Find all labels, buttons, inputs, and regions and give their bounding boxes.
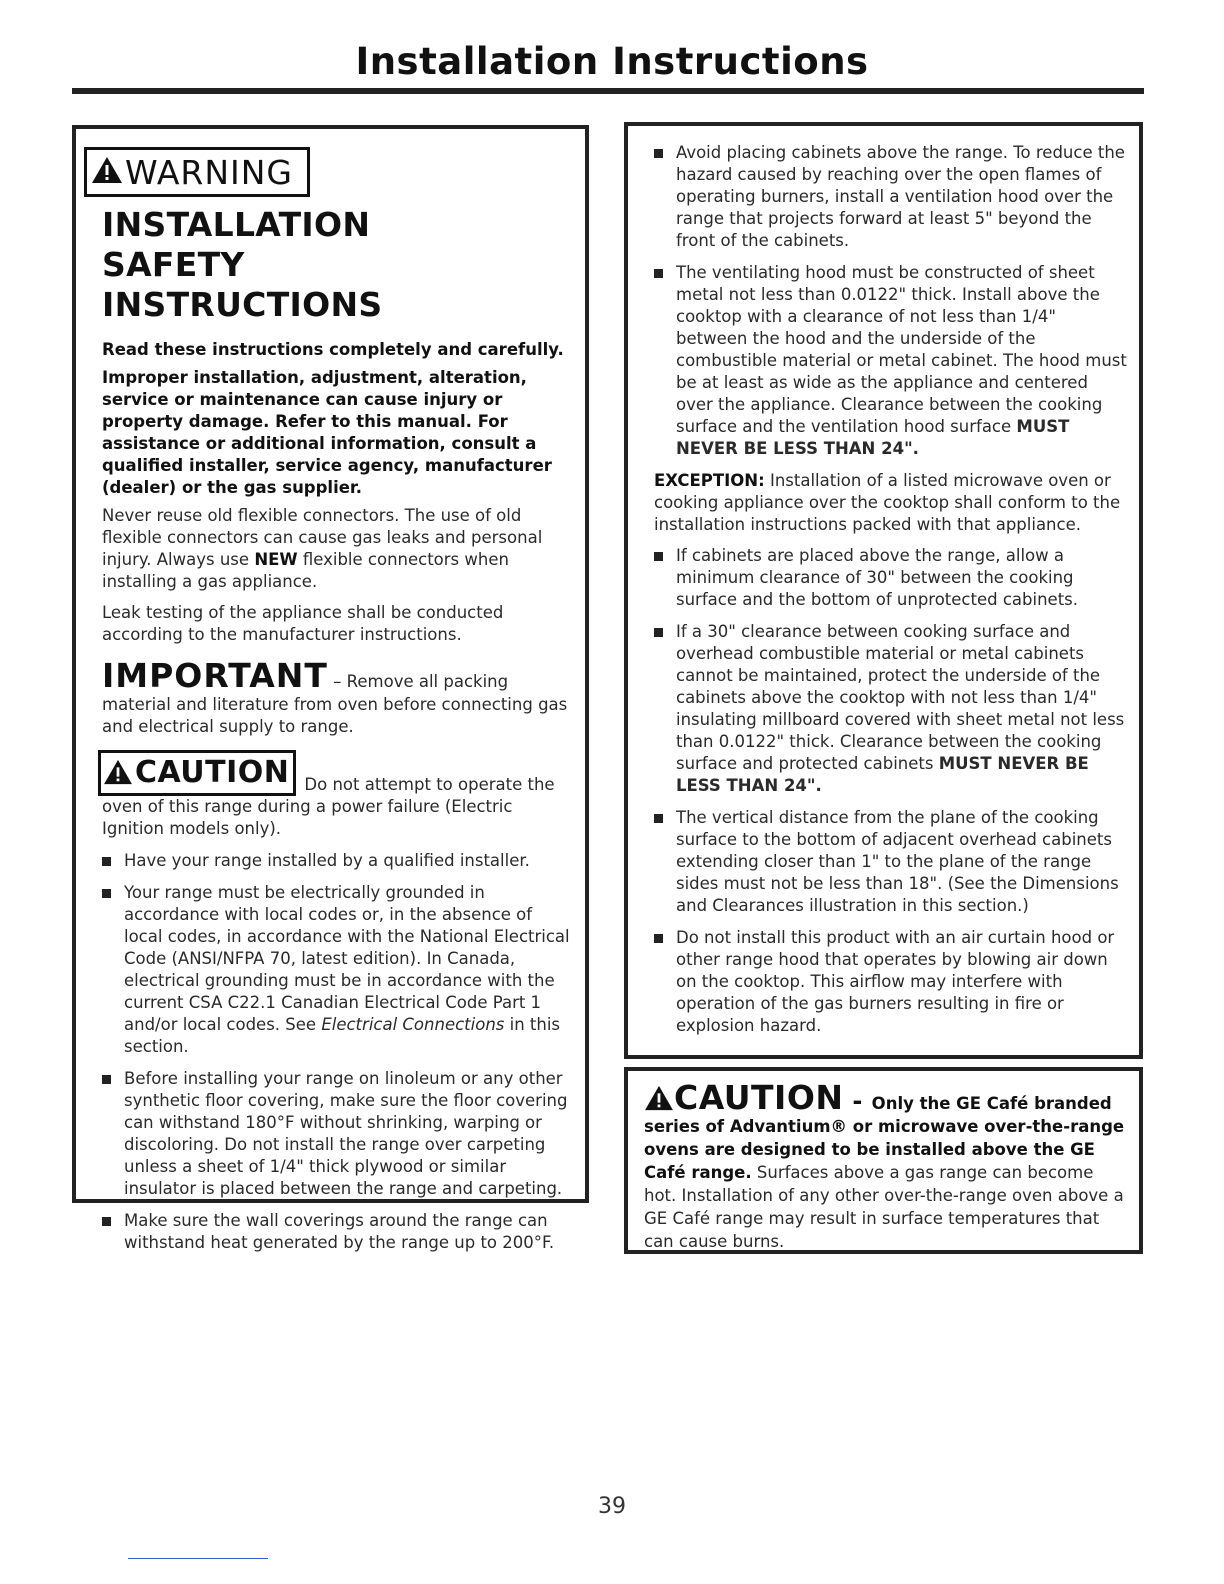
exception-label: EXCEPTION: [654,471,765,490]
connectors-text: Never reuse old flexible connectors. The use of old flexible connectors can cause gas leaks and personal injury. Always use [102,506,543,569]
warning-badge [84,147,310,197]
caution-label: CAUTION [135,755,290,790]
caution-body-text: Surfaces above a gas range can become hot. Installation of any other over-the-range oven above a GE Café range may result in surface temperatures that can cause burns. [644,1163,1124,1251]
list-item [102,850,571,872]
bullet-text: Have your range installed by a qualified installer. [124,851,530,870]
new-emphasis: NEW [254,550,298,569]
improper-installation-text: Improper installation, adjustment, alteration, service or maintenance can cause injury or property damage. Refer to this manual. For assistance or additional information, consult a qualified installer, service agency, manufacturer (dealer) or the gas supplier. [102,368,552,497]
caution-notice [102,750,571,840]
list-item [654,262,1127,460]
electrical-connections-reference: Electrical Connections [321,1015,505,1034]
caution-text: Do not attempt to operate the oven of this range during a power failure (Electric Ignition models only). [102,775,555,838]
important-word: IMPORTANT [102,656,328,695]
list-item [654,927,1127,1037]
connectors-paragraph [102,505,571,593]
square-bullet-icon [102,1075,111,1084]
ge-cafe-caution-box [624,1067,1143,1254]
bullet-emphasis: MUST NEVER BE LESS THAN 24". [676,754,1089,795]
square-bullet-icon [102,889,111,898]
important-notice [102,658,571,738]
page-number: 39 [598,1494,626,1519]
square-bullet-icon [654,628,663,637]
installation-safety-box [72,125,589,1252]
leak-testing-paragraph: Leak testing of the appliance shall be conducted according to the manufacturer instructions. [102,603,504,644]
title-rule [72,88,1144,94]
bullet-emphasis: MUST NEVER BE LESS THAN 24". [676,417,1070,458]
left-bullet-list [98,850,571,1254]
square-bullet-icon [654,814,663,823]
caution-dash: - [843,1087,872,1115]
bullet-text: The vertical distance from the plane of the cooking surface to the bottom of adjacent overhead cabinets extending closer than 1" to the plane of the range sides must not be less than 18". (See the Dimensions and Clearances illustration in this section.) [676,808,1119,915]
right-bullet-list-top [654,142,1127,460]
square-bullet-icon [102,857,111,866]
caution-badge [98,750,296,796]
bullet-text: Do not install this product with an air curtain hood or other range hood that operates by blowing air down on the cooktop. This airflow may interfere with operation of the gas burners resulting in fire or explosion hazard. [676,928,1115,1035]
bullet-text: If cabinets are placed above the range, allow a minimum clearance of 30" between the cooking surface and the bottom of unprotected cabinets. [676,546,1079,609]
square-bullet-icon [654,934,663,943]
list-item [102,1210,571,1254]
warning-triangle-icon [91,153,123,192]
square-bullet-icon [102,1217,111,1226]
square-bullet-icon [654,269,663,278]
ventilation-clearance-box [624,122,1143,1059]
bullet-text: Avoid placing cabinets above the range. To reduce the hazard caused by reaching over the open flames of operating burners, install a ventilation hood over the range that projects forward at least 5" beyond the front of the cabinets. [676,143,1125,250]
bullet-text: If a 30" clearance between cooking surface and overhead combustible material or metal cabinets cannot be maintained, protect the underside of the cabinets above the cooktop with not less than 1/4" insulating millboard covered with sheet metal not less than 0.0122" thick. Clearance between the cooking surface and protected cabinets [676,622,1125,773]
bullet-text: The ventilating hood must be constructed of sheet metal not less than 0.0122" thick. Install above the cooktop with a clearance of not less than 1/4" between the hood and the underside of the combustible material or metal cabinet. The hood must be at least as wide as the appliance and centered over the appliance. Clearance between the cooking surface and the ventilation hood surface [676,263,1127,436]
bullet-text: Your range must be electrically grounded in accordance with local codes or, in the absence of local codes, in accordance with the National Electrical Code (ANSI/NFPA 70, latest edition). In Canada, electrical grounding must be in accordance with the current CSA C22.1 Canadian Electrical Code Part 1 and/or local codes. See [124,883,570,1034]
caution-lead-text: Only the GE Café branded series of Advantium® or microwave over-the-range ovens are designed to be installed above the GE Café range. [644,1094,1125,1182]
bullet-text: Make sure the wall coverings around the range can withstand heat generated by the range up to 200°F. [124,1211,555,1252]
important-text: Remove all packing material and literature from oven before connecting gas and electrical supply to range. [102,672,568,736]
right-bullet-list-bottom [654,545,1127,1037]
list-item [654,621,1127,797]
exception-paragraph [654,470,1127,536]
connectors-text-end: flexible connectors when installing a gas appliance. [102,550,509,591]
list-item [102,1068,571,1200]
list-item [102,882,571,1058]
list-item [654,807,1127,917]
list-item [654,545,1127,611]
warning-triangle-icon [644,1094,674,1113]
square-bullet-icon [654,149,663,158]
warning-label: WARNING [125,152,294,192]
bullet-text: Before installing your range on linoleum or any other synthetic floor covering, make sure the floor covering can withstand 180°F without shrinking, warping or discoloring. Do not install the range over carpeting unless a sheet of 1/4" thick plywood or similar insulator is placed between the range and carpeting. [124,1069,568,1198]
caution-label: CAUTION [674,1078,844,1117]
important-dash: – [327,672,347,691]
bottom-rule [128,1558,268,1559]
exception-text: Installation of a listed microwave oven or cooking appliance over the cooktop shall conform to the installation instructions packed with that appliance. [654,471,1121,534]
page-title: Installation Instructions [355,40,869,83]
caution-paragraph [644,1078,1127,1253]
warning-triangle-icon [103,759,133,787]
read-instructions-line: Read these instructions completely and carefully. [102,340,564,359]
section-heading: INSTALLATION SAFETY INSTRUCTIONS [102,205,383,324]
bullet-text-end: in this section. [124,1015,561,1056]
list-item [654,142,1127,252]
square-bullet-icon [654,552,663,561]
